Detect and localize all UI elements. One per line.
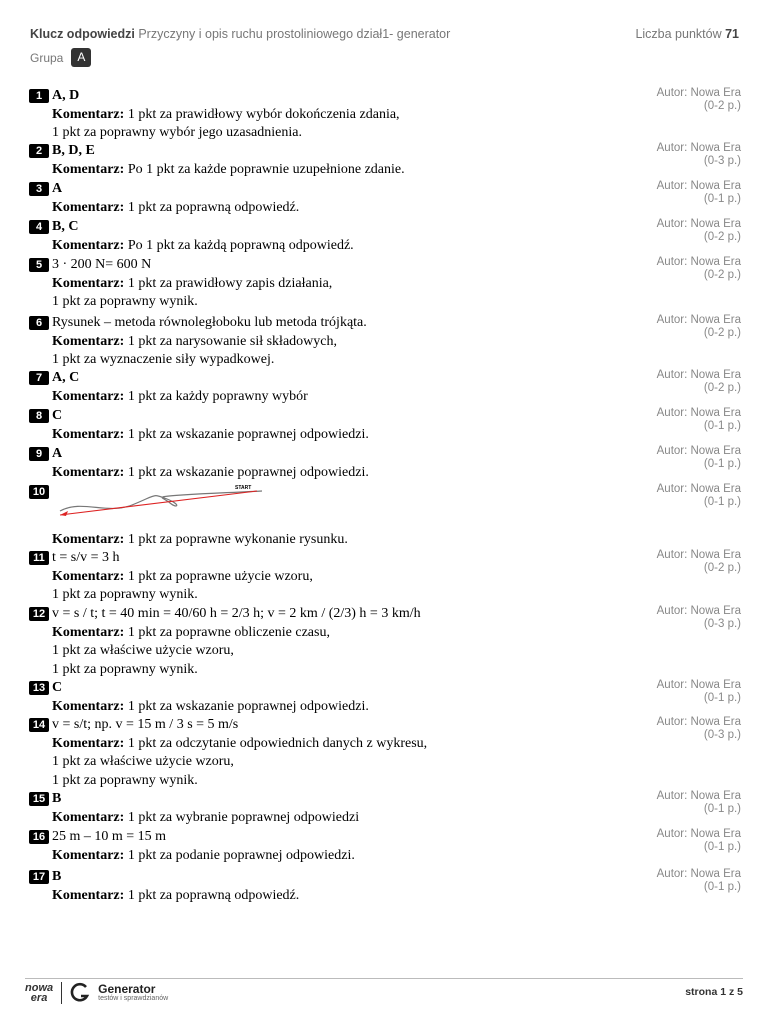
comment-label: Komentarz: [52,199,125,215]
question-8 [29,407,741,444]
points-range: (0-2 p.) [703,327,741,339]
comment-extra-line: 1 pkt za właściwe użycie wzoru, [52,643,234,658]
comment-label: Komentarz: [52,809,125,825]
comment-label: Komentarz: [52,735,125,751]
comment-line [52,333,532,352]
points-range: (0-1 p.) [703,803,741,815]
question-body [52,605,532,679]
question-9 [29,445,741,482]
group-label: Grupa [30,50,64,65]
comment-text: 1 pkt za wskazanie poprawnej odpowiedzi. [127,698,369,714]
question-7 [29,369,741,406]
points-range: (0-2 p.) [703,382,741,394]
question-body [52,679,532,716]
question-number-badge: 10 [29,485,49,499]
answer-text: A, D [52,88,80,103]
points-value: 71 [725,27,739,41]
comment-text: 1 pkt za każdy poprawny wybór [127,388,308,404]
question-body [52,445,532,482]
question-5 [29,256,741,312]
author-label: Autor: Nowa Era [656,790,741,802]
question-number-badge: 8 [29,409,49,423]
comment-label: Komentarz: [52,698,125,714]
comment-text: 1 pkt za poprawne wykonanie rysunku. [127,532,348,547]
comment-text: 1 pkt za poprawną odpowiedź. [127,199,300,215]
comment-line [52,531,532,550]
comment-label: Komentarz: [52,333,125,349]
answer-text: 3 · 200 N= 600 N [52,257,152,272]
generator-g-icon [70,982,90,1004]
points-range: (0-2 p.) [703,562,741,574]
comment-text: 1 pkt za wskazanie poprawnej odpowiedzi. [127,426,369,442]
comment-label: Komentarz: [52,568,125,584]
comment-line [52,426,532,445]
answer-text: A [52,446,63,461]
document-title [30,27,450,41]
author-label: Autor: Nowa Era [656,142,741,154]
comment-text: 1 pkt za wskazanie poprawnej odpowiedzi. [127,464,369,480]
question-body [52,407,532,444]
author-label: Autor: Nowa Era [656,483,741,495]
author-label: Autor: Nowa Era [656,218,741,230]
comment-extra-line: 1 pkt za właściwe użycie wzoru, [52,754,234,769]
comment-text: 1 pkt za odczytanie odpowiednich danych z wykresu, [127,735,428,751]
question-body [52,369,532,406]
question-meta [657,180,741,206]
comment-line [52,847,532,866]
comment-label: Komentarz: [52,532,125,547]
question-body [52,868,532,905]
start-label: START [235,485,252,491]
comment-line [52,464,532,483]
answer-text: v = s / t; t = 40 min = 40/60 h = 2/3 h; v = 2 km / (2/3) h = 3 km/h [52,606,421,621]
question-number-badge: 5 [29,258,49,272]
question-body [52,549,532,605]
answer-text: Rysunek – metoda równoległoboku lub metoda trójkąta. [52,315,367,330]
comment-label: Komentarz: [52,624,125,640]
author-label: Autor: Nowa Era [656,605,741,617]
question-number-badge: 16 [29,830,49,844]
question-number-badge: 6 [29,316,49,330]
points-total [635,27,739,41]
author-label: Autor: Nowa Era [656,180,741,192]
question-body [52,716,532,790]
question-meta [657,142,741,168]
author-label: Autor: Nowa Era [656,868,741,880]
answer-text: t = s/v = 3 h [52,550,120,565]
question-3 [29,180,741,217]
comment-text: Po 1 pkt za każdą poprawną odpowiedź. [127,237,354,253]
footer-logo [25,982,168,1004]
answer-text: v = s/t; np. v = 15 m / 3 s = 5 m/s [52,717,239,732]
points-range: (0-3 p.) [703,729,741,741]
points-range: (0-2 p.) [703,100,741,112]
question-number-badge: 3 [29,182,49,196]
points-range: (0-3 p.) [703,618,741,630]
question-body [52,314,532,370]
answer-text: C [52,680,63,695]
author-label: Autor: Nowa Era [656,828,741,840]
comment-line [52,735,532,754]
question-2 [29,142,741,179]
answer-text: A, C [52,370,80,385]
question-meta [657,828,741,854]
question-number-badge: 17 [29,870,49,884]
question-number-badge: 15 [29,792,49,806]
page-number: strona 1 z 5 [685,986,743,998]
author-label: Autor: Nowa Era [656,445,741,457]
points-range: (0-1 p.) [703,458,741,470]
generator-logo-text: Generator testów i sprawdzianów [98,982,169,1002]
question-number-badge: 1 [29,89,49,103]
question-number-badge: 14 [29,718,49,732]
group-badge: A [71,48,91,67]
question-meta [657,790,741,816]
question-6 [29,314,741,370]
comment-text: 1 pkt za poprawne użycie wzoru, [127,568,313,584]
question-meta [657,483,741,509]
group-indicator [30,48,91,67]
trajectory-sketch [52,485,267,521]
question-16 [29,828,741,865]
question-1 [29,87,741,143]
points-range: (0-1 p.) [703,692,741,704]
question-body [52,87,532,143]
question-13 [29,679,741,716]
comment-extra-line: 1 pkt za poprawny wynik. [52,294,198,309]
comment-line [52,568,532,587]
question-number-badge: 2 [29,144,49,158]
footer-divider [25,978,743,979]
comment-extra-line: 1 pkt za poprawny wynik. [52,772,198,788]
comment-extra-line: 1 pkt za poprawny wybór jego uzasadnienia. [52,125,302,140]
logo-separator [61,982,62,1004]
question-number-badge: 9 [29,447,49,461]
question-10 [29,483,741,550]
question-body [52,485,532,550]
answer-text: B, D, E [52,143,95,158]
title-bold: Klucz odpowiedzi [30,27,135,41]
points-range: (0-3 p.) [703,155,741,167]
comment-text: Po 1 pkt za każde poprawnie uzupełnione zdanie. [127,161,405,177]
question-17 [29,868,741,905]
question-body [52,828,532,865]
comment-label: Komentarz: [52,161,125,177]
comment-line [52,199,532,218]
question-meta [657,256,741,282]
comment-label: Komentarz: [52,426,125,442]
points-label: Liczba punktów [635,27,722,41]
question-meta [657,218,741,244]
answer-text: A [52,181,63,196]
answer-text: B [52,869,62,884]
points-range: (0-2 p.) [703,231,741,243]
comment-extra-line: 1 pkt za wyznaczenie siły wypadkowej. [52,352,275,367]
question-meta [657,868,741,894]
question-4 [29,218,741,255]
question-12 [29,605,741,679]
points-range: (0-1 p.) [703,193,741,205]
question-number-badge: 13 [29,681,49,695]
author-label: Autor: Nowa Era [656,314,741,326]
points-range: (0-1 p.) [703,881,741,893]
question-15 [29,790,741,827]
comment-line [52,624,532,643]
comment-label: Komentarz: [52,464,125,480]
title-rest: Przyczyny i opis ruchu prostoliniowego dział1- generator [138,27,451,41]
question-meta [657,407,741,433]
question-body [52,790,532,827]
comment-text: 1 pkt za podanie poprawnej odpowiedzi. [127,847,355,863]
comment-extra-line: 1 pkt za poprawny wynik. [52,587,198,602]
comment-extra-line: 1 pkt za poprawny wynik. [52,661,198,677]
question-meta [657,605,741,631]
question-meta [657,679,741,705]
comment-label: Komentarz: [52,887,125,903]
comment-line [52,237,532,256]
comment-line [52,388,532,407]
question-number-badge: 11 [29,551,49,565]
answer-text: C [52,408,63,423]
points-range: (0-1 p.) [703,841,741,853]
comment-label: Komentarz: [52,237,125,253]
question-14 [29,716,741,790]
author-label: Autor: Nowa Era [656,716,741,728]
comment-text: 1 pkt za prawidłowy wybór dokończenia zdania, [127,106,400,122]
answer-text: B, C [52,219,79,234]
question-11 [29,549,741,605]
author-label: Autor: Nowa Era [656,87,741,99]
comment-text: 1 pkt za prawidłowy zapis działania, [127,275,333,291]
answer-text: 25 m – 10 m = 15 m [52,829,167,844]
comment-line [52,106,532,125]
question-meta [657,445,741,471]
points-range: (0-1 p.) [703,420,741,432]
answer-text: B [52,791,62,806]
question-meta [657,716,741,742]
displacement-arrow [60,491,257,515]
author-label: Autor: Nowa Era [656,679,741,691]
comment-text: 1 pkt za poprawną odpowiedź. [127,887,300,903]
comment-line [52,161,532,180]
question-number-badge: 4 [29,220,49,234]
points-range: (0-1 p.) [703,496,741,508]
comment-line [52,698,532,717]
comment-line [52,887,532,906]
question-body [52,256,532,312]
question-meta [657,549,741,575]
question-meta [657,369,741,395]
comment-line [52,809,532,828]
comment-text: 1 pkt za poprawne obliczenie czasu, [127,624,330,640]
question-meta [657,314,741,340]
comment-line [52,275,532,294]
comment-text: 1 pkt za narysowanie sił składowych, [127,333,337,349]
points-range: (0-2 p.) [703,269,741,281]
question-body [52,218,532,255]
comment-label: Komentarz: [52,388,125,404]
question-number-badge: 7 [29,371,49,385]
comment-label: Komentarz: [52,106,125,122]
comment-label: Komentarz: [52,847,125,863]
comment-text: 1 pkt za wybranie poprawnej odpowiedzi [127,809,360,825]
author-label: Autor: Nowa Era [656,256,741,268]
nowa-era-logo: nowa era [25,982,54,1004]
question-meta [657,87,741,113]
question-number-badge: 12 [29,607,49,621]
comment-label: Komentarz: [52,275,125,291]
question-body [52,142,532,179]
author-label: Autor: Nowa Era [656,549,741,561]
author-label: Autor: Nowa Era [656,369,741,381]
author-label: Autor: Nowa Era [656,407,741,419]
question-body [52,180,532,217]
